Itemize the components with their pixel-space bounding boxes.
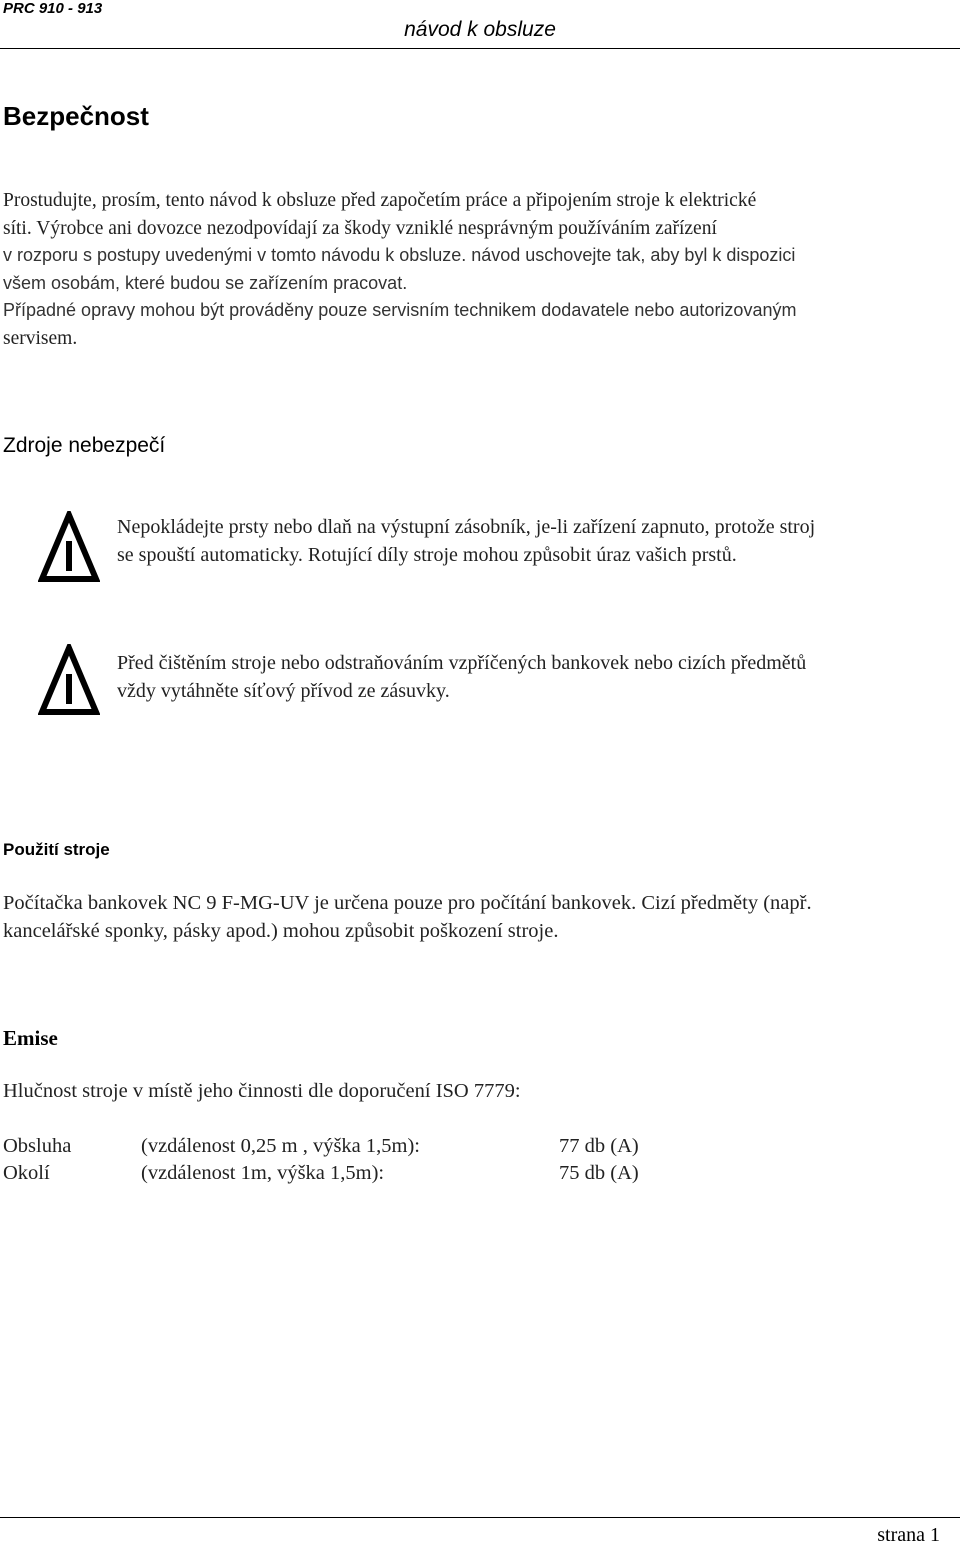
header-divider <box>0 48 960 49</box>
warning-line: Nepokládejte prsty nebo dlaň na výstupní zásobník, je-li zařízení zapnuto, protože stroj <box>117 516 816 538</box>
section-heading-usage: Použití stroje <box>3 840 110 859</box>
emission-level: 75 db (A) <box>559 1162 639 1184</box>
usage-line: Počítačka bankovek NC 9 F-MG-UV je určena pouze pro počítání bankovek. Cizí předměty (např. <box>3 892 812 914</box>
paragraph-line: všem osobám, které budou se zařízením pracovat. <box>3 272 408 293</box>
emission-role: Obsluha <box>3 1135 72 1157</box>
paragraph-line: Případné opravy mohou být prováděny pouze servisním technikem dodavatele nebo autorizovaným <box>3 300 797 320</box>
warning-line: Před čištěním stroje nebo odstraňováním vzpříčených bankovek nebo cizích předmětů <box>117 652 807 674</box>
safety-paragraph <box>3 187 955 352</box>
warning-triangle-icon <box>38 511 100 583</box>
model-number: PRC 910 - 913 <box>3 0 103 17</box>
usage-line: kancelářské sponky, pásky apod.) mohou způsobit poškození stroje. <box>3 920 559 942</box>
warning-text <box>117 513 953 569</box>
warning-line: vždy vytáhněte síťový přívod ze zásuvky. <box>117 680 450 702</box>
section-heading-emission: Emise <box>3 1026 58 1050</box>
page-number: strana 1 <box>877 1524 940 1546</box>
emission-condition: (vzdálenost 1m, výška 1,5m): <box>141 1162 385 1184</box>
footer-divider <box>0 1517 960 1518</box>
paragraph-line: síti. Výrobce ani dovozce nezodpovídají za škody vzniklé nesprávným používáním zařízení <box>3 217 717 239</box>
warning-triangle-icon <box>38 644 100 716</box>
section-heading-hazards: Zdroje nebezpečí <box>3 434 166 457</box>
emission-role: Okolí <box>3 1162 50 1184</box>
emission-level: 77 db (A) <box>559 1135 639 1157</box>
paragraph-line: v rozporu s postupy uvedenými v tomto návodu k obsluze. návod uschovejte tak, aby byl k dispozici <box>3 245 796 265</box>
section-heading-safety: Bezpečnost <box>3 101 149 131</box>
paragraph-line: servisem. <box>3 327 78 349</box>
emission-condition: (vzdálenost 0,25 m , výška 1,5m): <box>141 1135 420 1157</box>
warning-text <box>117 649 953 705</box>
paragraph-line: Prostudujte, prosím, tento návod k obsluze před započetím práce a připojením stroje k elektrické <box>3 190 757 211</box>
warning-line: se spouští automaticky. Rotující díly stroje mohou způsobit úraz vašich prstů. <box>117 544 737 566</box>
emission-intro: Hlučnost stroje v místě jeho činnosti dle doporučení ISO 7779: <box>3 1080 521 1102</box>
header-title: návod k obsluze <box>404 18 556 41</box>
